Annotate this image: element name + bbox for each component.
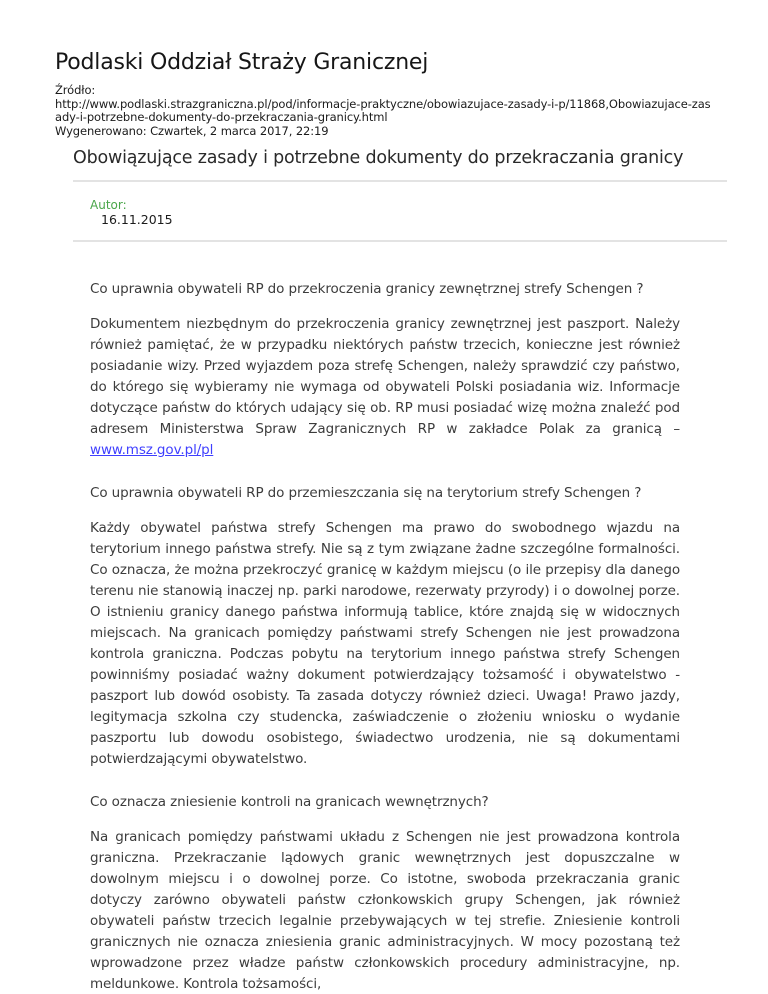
question-1: Co uprawnia obywateli RP do przekroczenia granicy zewnętrznej strefy Schengen ? (90, 281, 644, 297)
author-label: Autor: (90, 198, 127, 212)
answer-2: Każdy obywatel państwa strefy Schengen ma prawo do swobodnego wjazdu na terytorium innego państwa strefy. Nie są z tym związane żadne szczególne formalności. Co oznacza, że można przekroczyć granicę w każdym miejscu (o ile przepisy dla danego terenu nie stanowią inaczej np. parki narodowe, rezerwaty przyrody) i o dowolnej porze. O istnieniu granicy danego państwa informują tablice, które znajdą się w widocznych miejscach. Na granicach pomiędzy państwami strefy Schengen nie jest prowadzona kontrola graniczna. Podczas pobytu na terytorium innego państwa strefy Schengen powinniśmy posiadać ważny dokument potwierdzający tożsamość i obywatelstwo - paszport lub dowód osobisty. Ta zasada dotyczy również dzieci. Uwaga! Prawo jazdy, legitymacja szkolna czy studencka, zaświadczenie o złożeniu wniosku o wydanie paszportu lub dowodu osobistego, świadectwo urodzenia, nie są dokumentami potwierdzającymi obywatelstwo. (90, 520, 680, 767)
article (73, 147, 727, 994)
author-block (90, 199, 727, 226)
divider-top (73, 180, 727, 182)
msz-link[interactable]: www.msz.gov.pl/pl (90, 442, 214, 458)
answer-3: Na granicach pomiędzy państwami układu z Schengen nie jest prowadzona kontrola graniczna. Przekraczanie lądowych granic wewnętrznych jest dopuszczalne w dowolnym miejscu i o dowolnej porze. Co istotne, swoboda przekraczania granic dotyczy zarówno obywateli państw członkowskich grupy Schengen, jak również obywateli państw trzecich legalnie przebywających w tej strefie. Zniesienie kontroli granicznych nie oznacza zniesienia granic administracyjnych. W mocy pozostaną też wprowadzone przez władze państw członkowskich procedury administracyjne, np. meldunkowe. Kontrola tożsamości, (90, 829, 680, 992)
divider-author (73, 240, 727, 242)
source-label: Źródło: (55, 83, 96, 97)
source-url: http://www.podlaski.strazgraniczna.pl/pod/informacje-praktyczne/obowiazujace-zasady-i-p/11868,Obowiazujace-zasady-i-potrzebne-dokumenty-do-przekraczania-granicy.html (55, 96, 711, 124)
article-date: 16.11.2015 (101, 212, 173, 227)
article-title: Obowiązujące zasady i potrzebne dokumenty do przekraczania granicy (73, 148, 684, 168)
page-header (0, 0, 768, 138)
answer-1 (90, 314, 680, 461)
answer-1-text: Dokumentem niezbędnym do przekroczenia granicy zewnętrznej jest paszport. Należy również pamiętać, że w przypadku niektórych państw trzecich, konieczne jest również posiadanie wizy. Przed wyjazdem poza strefę Schengen, należy sprawdzić czy państwo, do którego się wybieramy nie wymaga od obywateli Polski posiadania wiz. Informacje dotyczące państw do których udający się ob. RP musi posiadać wizę można znaleźć pod adresem Ministerstwa Spraw Zagranicznych RP w zakładce Polak za granicą – (90, 316, 680, 437)
question-3: Co oznacza zniesienie kontroli na granicach wewnętrznych? (90, 794, 489, 810)
question-2: Co uprawnia obywateli RP do przemieszczania się na terytorium strefy Schengen ? (90, 485, 642, 501)
article-content (90, 279, 680, 994)
site-title: Podlaski Oddział Straży Granicznej (55, 50, 429, 75)
generated-timestamp: Wygenerowano: Czwartek, 2 marca 2017, 22:19 (55, 123, 329, 138)
source-meta (55, 84, 713, 138)
